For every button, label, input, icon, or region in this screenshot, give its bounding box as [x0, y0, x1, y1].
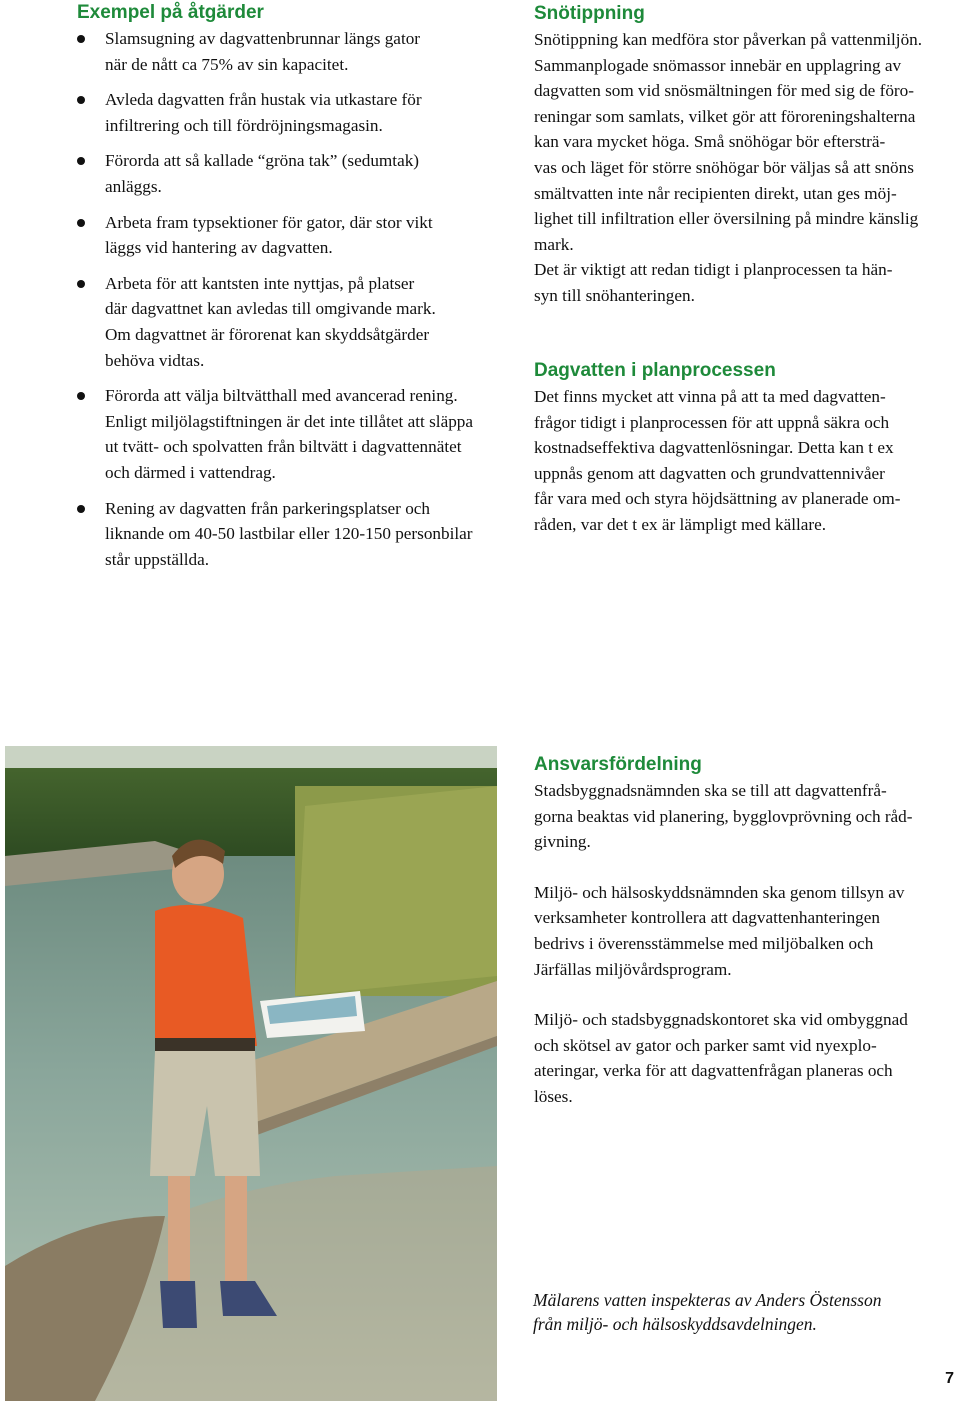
left-column — [77, 26, 502, 582]
bullet-dot-icon — [77, 280, 85, 288]
list-item: Förorda att välja biltvätthall med avancerad rening. Enligt miljölagstiftningen är det inte tillåtet att släppa ut tvätt- och spolvatten från biltvätt i dagvattennätet och därmed i vattendrag. — [77, 383, 502, 485]
heading-planprocessen: Dagvatten i planprocessen — [534, 360, 776, 381]
list-item: Slamsugning av dagvattenbrunnar längs gator när de nått ca 75% av sin kapacitet. — [77, 26, 502, 77]
list-item: Arbeta fram typsektioner för gator, där stor vikt läggs vid hantering av dagvatten. — [77, 210, 502, 261]
list-item: Förorda att så kallade “gröna tak” (sedumtak) anläggs. — [77, 148, 502, 199]
measures-list — [77, 26, 502, 572]
ansvar-paragraph-1: Stadsbyggnadsnämnden ska se till att dagvattenfrå- gorna beaktas vid planering, bygglovprövning och råd- givning. — [534, 781, 913, 852]
bullet-dot-icon — [77, 392, 85, 400]
heading-snotippning: Snötippning — [534, 3, 645, 24]
list-item: Rening av dagvatten från parkeringsplatser och liknande om 40-50 lastbilar eller 120-150 personbilar står uppställda. — [77, 496, 502, 573]
snotippning-paragraph-2: Det är viktigt att redan tidigt i planprocessen ta hän- syn till snöhanteringen. — [534, 260, 893, 305]
list-item: Arbeta för att kantsten inte nyttjas, på platser där dagvattnet kan avledas till omgivande mark. Om dagvattnet är förorenat kan skyddsåtgärder behöva vidtas. — [77, 271, 502, 373]
photo-caption: Mälarens vatten inspekteras av Anders Östensson från miljö- och hälsoskyddsavdelningen. — [533, 1290, 882, 1334]
snotippning-paragraph: Snötippning kan medföra stor påverkan på vattenmiljön. Sammanplogade snömassor innebär en upplagring av dagvatten som vid snösmältningen för med sig de föro- reningar som samlats, vilket gör att föroreningshalterna kan vara mycket höga. Små snöhögar bör eftersträ- vas och läget för större snöhögar bör väljas så att snöns smältvatten inte når recipienten direkt, utan ges möj- lighet till infiltration eller översilning på mindre känslig mark. — [534, 30, 923, 254]
snotippning-section — [534, 27, 956, 309]
heading-ansvarsfordelning: Ansvarsfördelning — [534, 754, 702, 775]
heading-exempel: Exempel på åtgärder — [77, 2, 264, 23]
page-number: 7 — [945, 1370, 954, 1387]
bullet-dot-icon — [77, 505, 85, 513]
list-item: Avleda dagvatten från hustak via utkastare för infiltrering och till fördröjningsmagasin. — [77, 87, 502, 138]
bullet-dot-icon — [77, 35, 85, 43]
planprocessen-section — [534, 384, 956, 538]
bullet-dot-icon — [77, 96, 85, 104]
bullet-dot-icon — [77, 219, 85, 227]
ansvar-paragraph-3: Miljö- och stadsbyggnadskontoret ska vid ombyggnad och skötsel av gator och parker samt vid nyexplo- ateringar, verka för att dagvattenfrågan planeras och löses. — [534, 1010, 908, 1106]
bullet-dot-icon — [77, 157, 85, 165]
ansvar-paragraph-2: Miljö- och hälsoskyddsnämnden ska genom tillsyn av verksamheter kontrollera att dagvattenhanteringen bedrivs i överensstämmelse med miljöbalken och Järfällas miljövårdsprogram. — [534, 882, 905, 979]
lake-inspection-photo — [5, 746, 497, 1401]
ansvar-section — [534, 778, 956, 1110]
planprocessen-paragraph: Det finns mycket att vinna på att ta med dagvatten- frågor tidigt i planprocessen för att uppnå säkra och kostnadseffektiva dagvattenlösningar. Detta kan t ex uppnås genom att dagvatten och grundvattennivåer får vara med och styra höjdsättning av planerade om- råden, var det t ex är lämpligt med källare. — [534, 387, 901, 534]
